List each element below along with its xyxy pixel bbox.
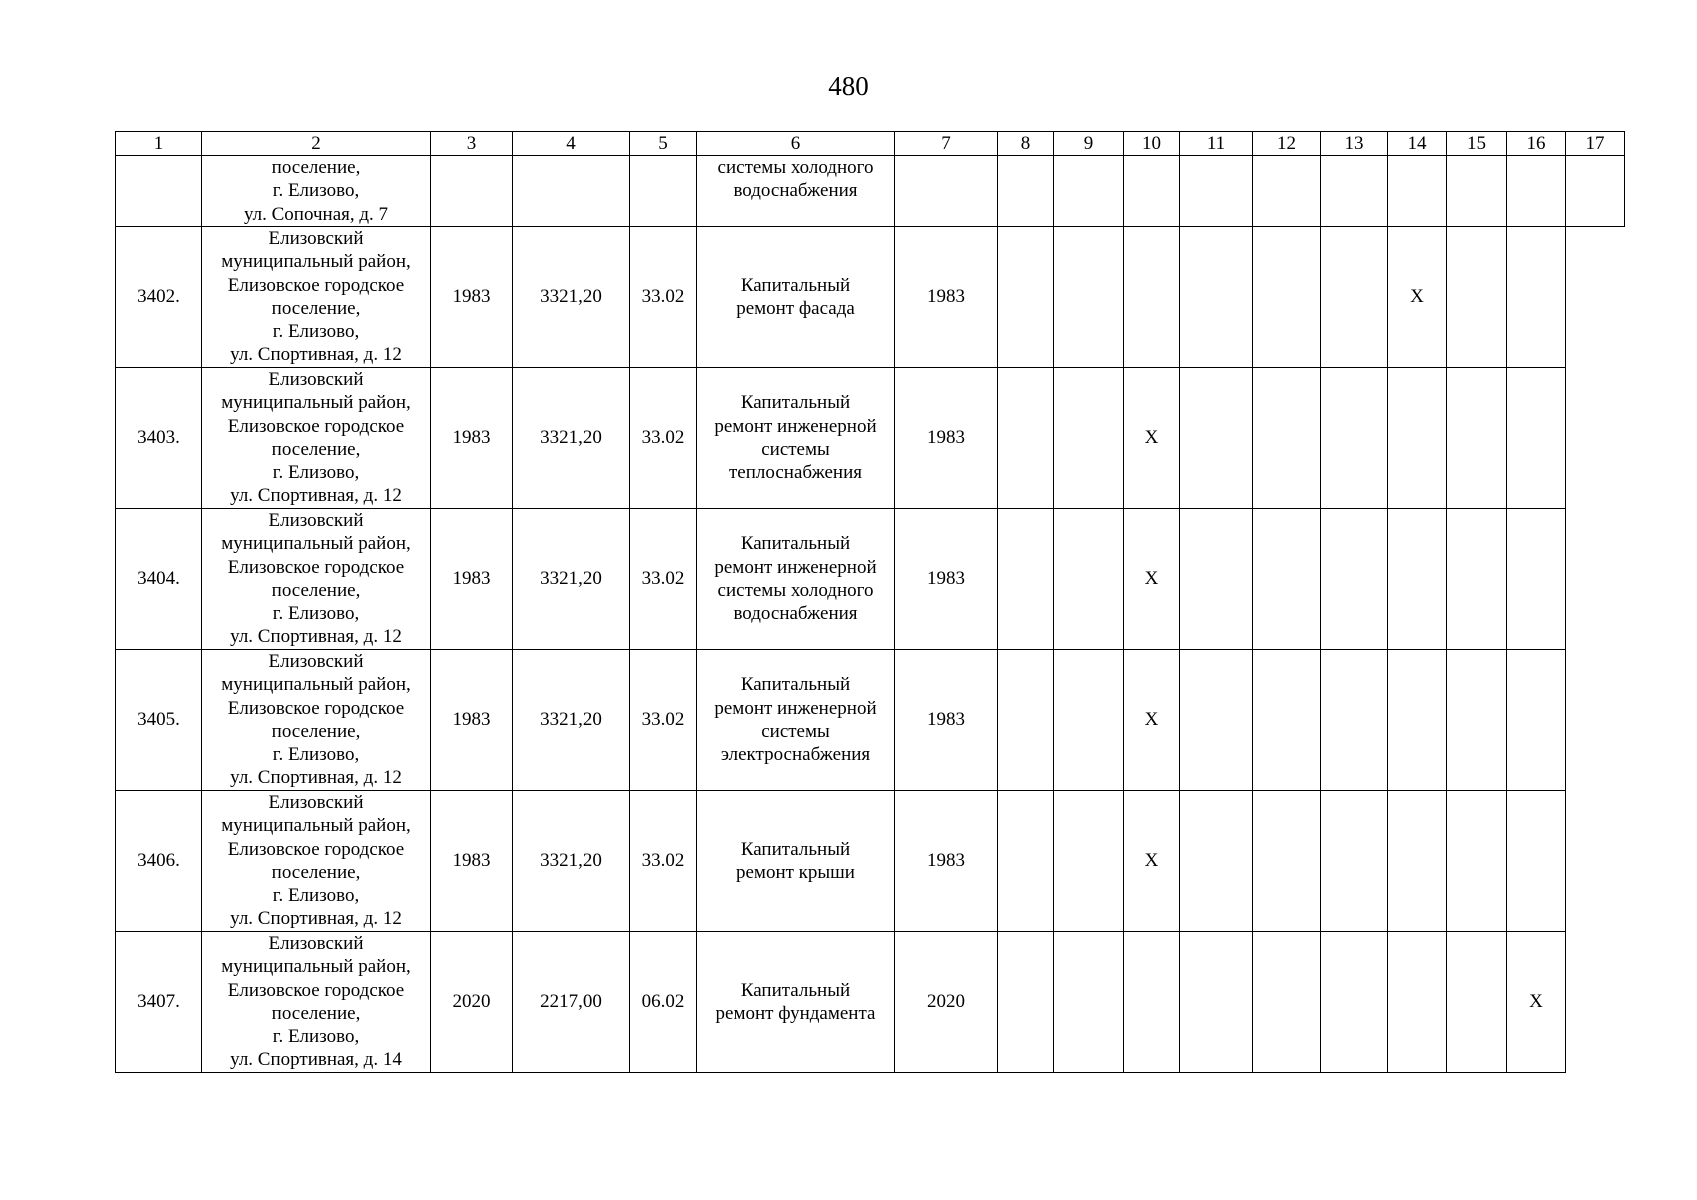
mark-cell bbox=[1253, 790, 1321, 931]
mark-cell bbox=[1321, 508, 1388, 649]
area-cell: 2217,00 bbox=[513, 931, 630, 1072]
mark-cell bbox=[1054, 931, 1124, 1072]
year2-cell: 1983 bbox=[895, 649, 998, 790]
mark-cell bbox=[1124, 931, 1180, 1072]
mark-cell bbox=[998, 367, 1054, 508]
mark-cell bbox=[1321, 156, 1388, 227]
column-header: 5 bbox=[630, 132, 697, 156]
code-cell: 33.02 bbox=[630, 508, 697, 649]
column-header: 2 bbox=[202, 132, 431, 156]
mark-cell: X bbox=[1124, 649, 1180, 790]
table-row-continuation bbox=[116, 156, 1625, 227]
area-cell: 3321,20 bbox=[513, 649, 630, 790]
mark-cell bbox=[1124, 156, 1180, 227]
code-cell: 33.02 bbox=[630, 790, 697, 931]
mark-cell bbox=[998, 156, 1054, 227]
mark-cell bbox=[1321, 790, 1388, 931]
mark-cell bbox=[998, 508, 1054, 649]
year-cell: 1983 bbox=[431, 226, 513, 367]
mark-cell bbox=[1180, 156, 1253, 227]
area-cell: 3321,20 bbox=[513, 508, 630, 649]
mark-cell bbox=[1447, 367, 1507, 508]
area-cell bbox=[513, 156, 630, 227]
code-cell: 33.02 bbox=[630, 367, 697, 508]
mark-cell bbox=[1054, 226, 1124, 367]
area-cell: 3321,20 bbox=[513, 226, 630, 367]
mark-cell bbox=[1180, 931, 1253, 1072]
mark-cell: X bbox=[1388, 226, 1447, 367]
area-cell: 3321,20 bbox=[513, 367, 630, 508]
address-cell: Елизовский муниципальный район, Елизовское городское поселение, г. Елизово, ул. Спортивная, д. 12 bbox=[202, 790, 431, 931]
year2-cell: 1983 bbox=[895, 790, 998, 931]
mark-cell bbox=[1507, 156, 1566, 227]
mark-cell bbox=[998, 649, 1054, 790]
row-number-cell: 3403. bbox=[116, 367, 202, 508]
year2-cell: 2020 bbox=[895, 931, 998, 1072]
mark-cell bbox=[1388, 508, 1447, 649]
address-cell: Елизовский муниципальный район, Елизовское городское поселение, г. Елизово, ул. Спортивная, д. 12 bbox=[202, 226, 431, 367]
mark-cell bbox=[1388, 790, 1447, 931]
mark-cell bbox=[1447, 156, 1507, 227]
mark-cell bbox=[1054, 156, 1124, 227]
table-row bbox=[116, 508, 1625, 649]
row-number-cell: 3402. bbox=[116, 226, 202, 367]
mark-cell bbox=[1321, 226, 1388, 367]
address-cell: поселение, г. Елизово, ул. Сопочная, д. 7 bbox=[202, 156, 431, 227]
code-cell bbox=[630, 156, 697, 227]
mark-cell bbox=[1447, 226, 1507, 367]
year2-cell: 1983 bbox=[895, 367, 998, 508]
year2-cell bbox=[895, 156, 998, 227]
mark-cell bbox=[1507, 367, 1566, 508]
code-cell: 06.02 bbox=[630, 931, 697, 1072]
mark-cell bbox=[1388, 649, 1447, 790]
work-type-cell: системы холодного водоснабжения bbox=[697, 156, 895, 227]
work-type-cell: Капитальный ремонт фасада bbox=[697, 226, 895, 367]
mark-cell bbox=[1253, 649, 1321, 790]
mark-cell bbox=[1054, 790, 1124, 931]
mark-cell bbox=[1507, 649, 1566, 790]
year-cell: 1983 bbox=[431, 790, 513, 931]
table-row bbox=[116, 226, 1625, 367]
column-header: 4 bbox=[513, 132, 630, 156]
column-header: 14 bbox=[1388, 132, 1447, 156]
column-header: 1 bbox=[116, 132, 202, 156]
mark-cell bbox=[1507, 790, 1566, 931]
mark-cell bbox=[1321, 931, 1388, 1072]
table-row bbox=[116, 790, 1625, 931]
address-cell: Елизовский муниципальный район, Елизовское городское поселение, г. Елизово, ул. Спортивная, д. 12 bbox=[202, 649, 431, 790]
mark-cell bbox=[1253, 508, 1321, 649]
table-row bbox=[116, 649, 1625, 790]
mark-cell bbox=[1180, 367, 1253, 508]
column-header: 10 bbox=[1124, 132, 1180, 156]
mark-cell: X bbox=[1124, 790, 1180, 931]
mark-cell bbox=[1321, 649, 1388, 790]
column-header: 11 bbox=[1180, 132, 1253, 156]
document-table bbox=[115, 131, 1625, 1073]
address-cell: Елизовский муниципальный район, Елизовское городское поселение, г. Елизово, ул. Спортивная, д. 12 bbox=[202, 367, 431, 508]
column-number-row bbox=[116, 132, 1625, 156]
table-row bbox=[116, 367, 1625, 508]
year-cell: 2020 bbox=[431, 931, 513, 1072]
mark-cell: X bbox=[1124, 508, 1180, 649]
work-type-cell: Капитальный ремонт инженерной системы теплоснабжения bbox=[697, 367, 895, 508]
mark-cell bbox=[1321, 367, 1388, 508]
mark-cell bbox=[1447, 790, 1507, 931]
year2-cell: 1983 bbox=[895, 226, 998, 367]
mark-cell bbox=[1180, 508, 1253, 649]
mark-cell bbox=[1566, 156, 1625, 227]
mark-cell bbox=[1054, 367, 1124, 508]
column-header: 8 bbox=[998, 132, 1054, 156]
row-number-cell bbox=[116, 156, 202, 227]
page-number: 480 bbox=[828, 71, 869, 101]
mark-cell bbox=[1388, 367, 1447, 508]
mark-cell bbox=[1180, 790, 1253, 931]
mark-cell bbox=[1388, 931, 1447, 1072]
work-type-cell: Капитальный ремонт инженерной системы холодного водоснабжения bbox=[697, 508, 895, 649]
column-header: 9 bbox=[1054, 132, 1124, 156]
mark-cell bbox=[998, 226, 1054, 367]
mark-cell bbox=[1388, 156, 1447, 227]
work-type-cell: Капитальный ремонт крыши bbox=[697, 790, 895, 931]
mark-cell bbox=[1253, 367, 1321, 508]
row-number-cell: 3405. bbox=[116, 649, 202, 790]
column-header: 13 bbox=[1321, 132, 1388, 156]
area-cell: 3321,20 bbox=[513, 790, 630, 931]
mark-cell bbox=[1447, 649, 1507, 790]
mark-cell bbox=[1253, 226, 1321, 367]
mark-cell bbox=[998, 790, 1054, 931]
mark-cell bbox=[1507, 508, 1566, 649]
year-cell: 1983 bbox=[431, 508, 513, 649]
table-row bbox=[116, 931, 1625, 1072]
mark-cell bbox=[998, 931, 1054, 1072]
year-cell bbox=[431, 156, 513, 227]
column-header: 6 bbox=[697, 132, 895, 156]
mark-cell bbox=[1507, 226, 1566, 367]
mark-cell bbox=[1054, 649, 1124, 790]
work-type-cell: Капитальный ремонт фундамента bbox=[697, 931, 895, 1072]
column-header: 15 bbox=[1447, 132, 1507, 156]
row-number-cell: 3404. bbox=[116, 508, 202, 649]
mark-cell bbox=[1253, 931, 1321, 1072]
year-cell: 1983 bbox=[431, 649, 513, 790]
address-cell: Елизовский муниципальный район, Елизовское городское поселение, г. Елизово, ул. Спортивная, д. 12 bbox=[202, 508, 431, 649]
mark-cell bbox=[1447, 931, 1507, 1072]
column-header: 12 bbox=[1253, 132, 1321, 156]
column-header: 16 bbox=[1507, 132, 1566, 156]
address-cell: Елизовский муниципальный район, Елизовское городское поселение, г. Елизово, ул. Спортивная, д. 14 bbox=[202, 931, 431, 1072]
mark-cell bbox=[1054, 508, 1124, 649]
year2-cell: 1983 bbox=[895, 508, 998, 649]
mark-cell bbox=[1253, 156, 1321, 227]
code-cell: 33.02 bbox=[630, 649, 697, 790]
work-type-cell: Капитальный ремонт инженерной системы электроснабжения bbox=[697, 649, 895, 790]
mark-cell bbox=[1180, 226, 1253, 367]
mark-cell: X bbox=[1507, 931, 1566, 1072]
column-header: 3 bbox=[431, 132, 513, 156]
mark-cell: X bbox=[1124, 367, 1180, 508]
column-header: 17 bbox=[1566, 132, 1625, 156]
mark-cell bbox=[1180, 649, 1253, 790]
mark-cell bbox=[1447, 508, 1507, 649]
year-cell: 1983 bbox=[431, 367, 513, 508]
row-number-cell: 3407. bbox=[116, 931, 202, 1072]
code-cell: 33.02 bbox=[630, 226, 697, 367]
mark-cell bbox=[1124, 226, 1180, 367]
row-number-cell: 3406. bbox=[116, 790, 202, 931]
column-header: 7 bbox=[895, 132, 998, 156]
